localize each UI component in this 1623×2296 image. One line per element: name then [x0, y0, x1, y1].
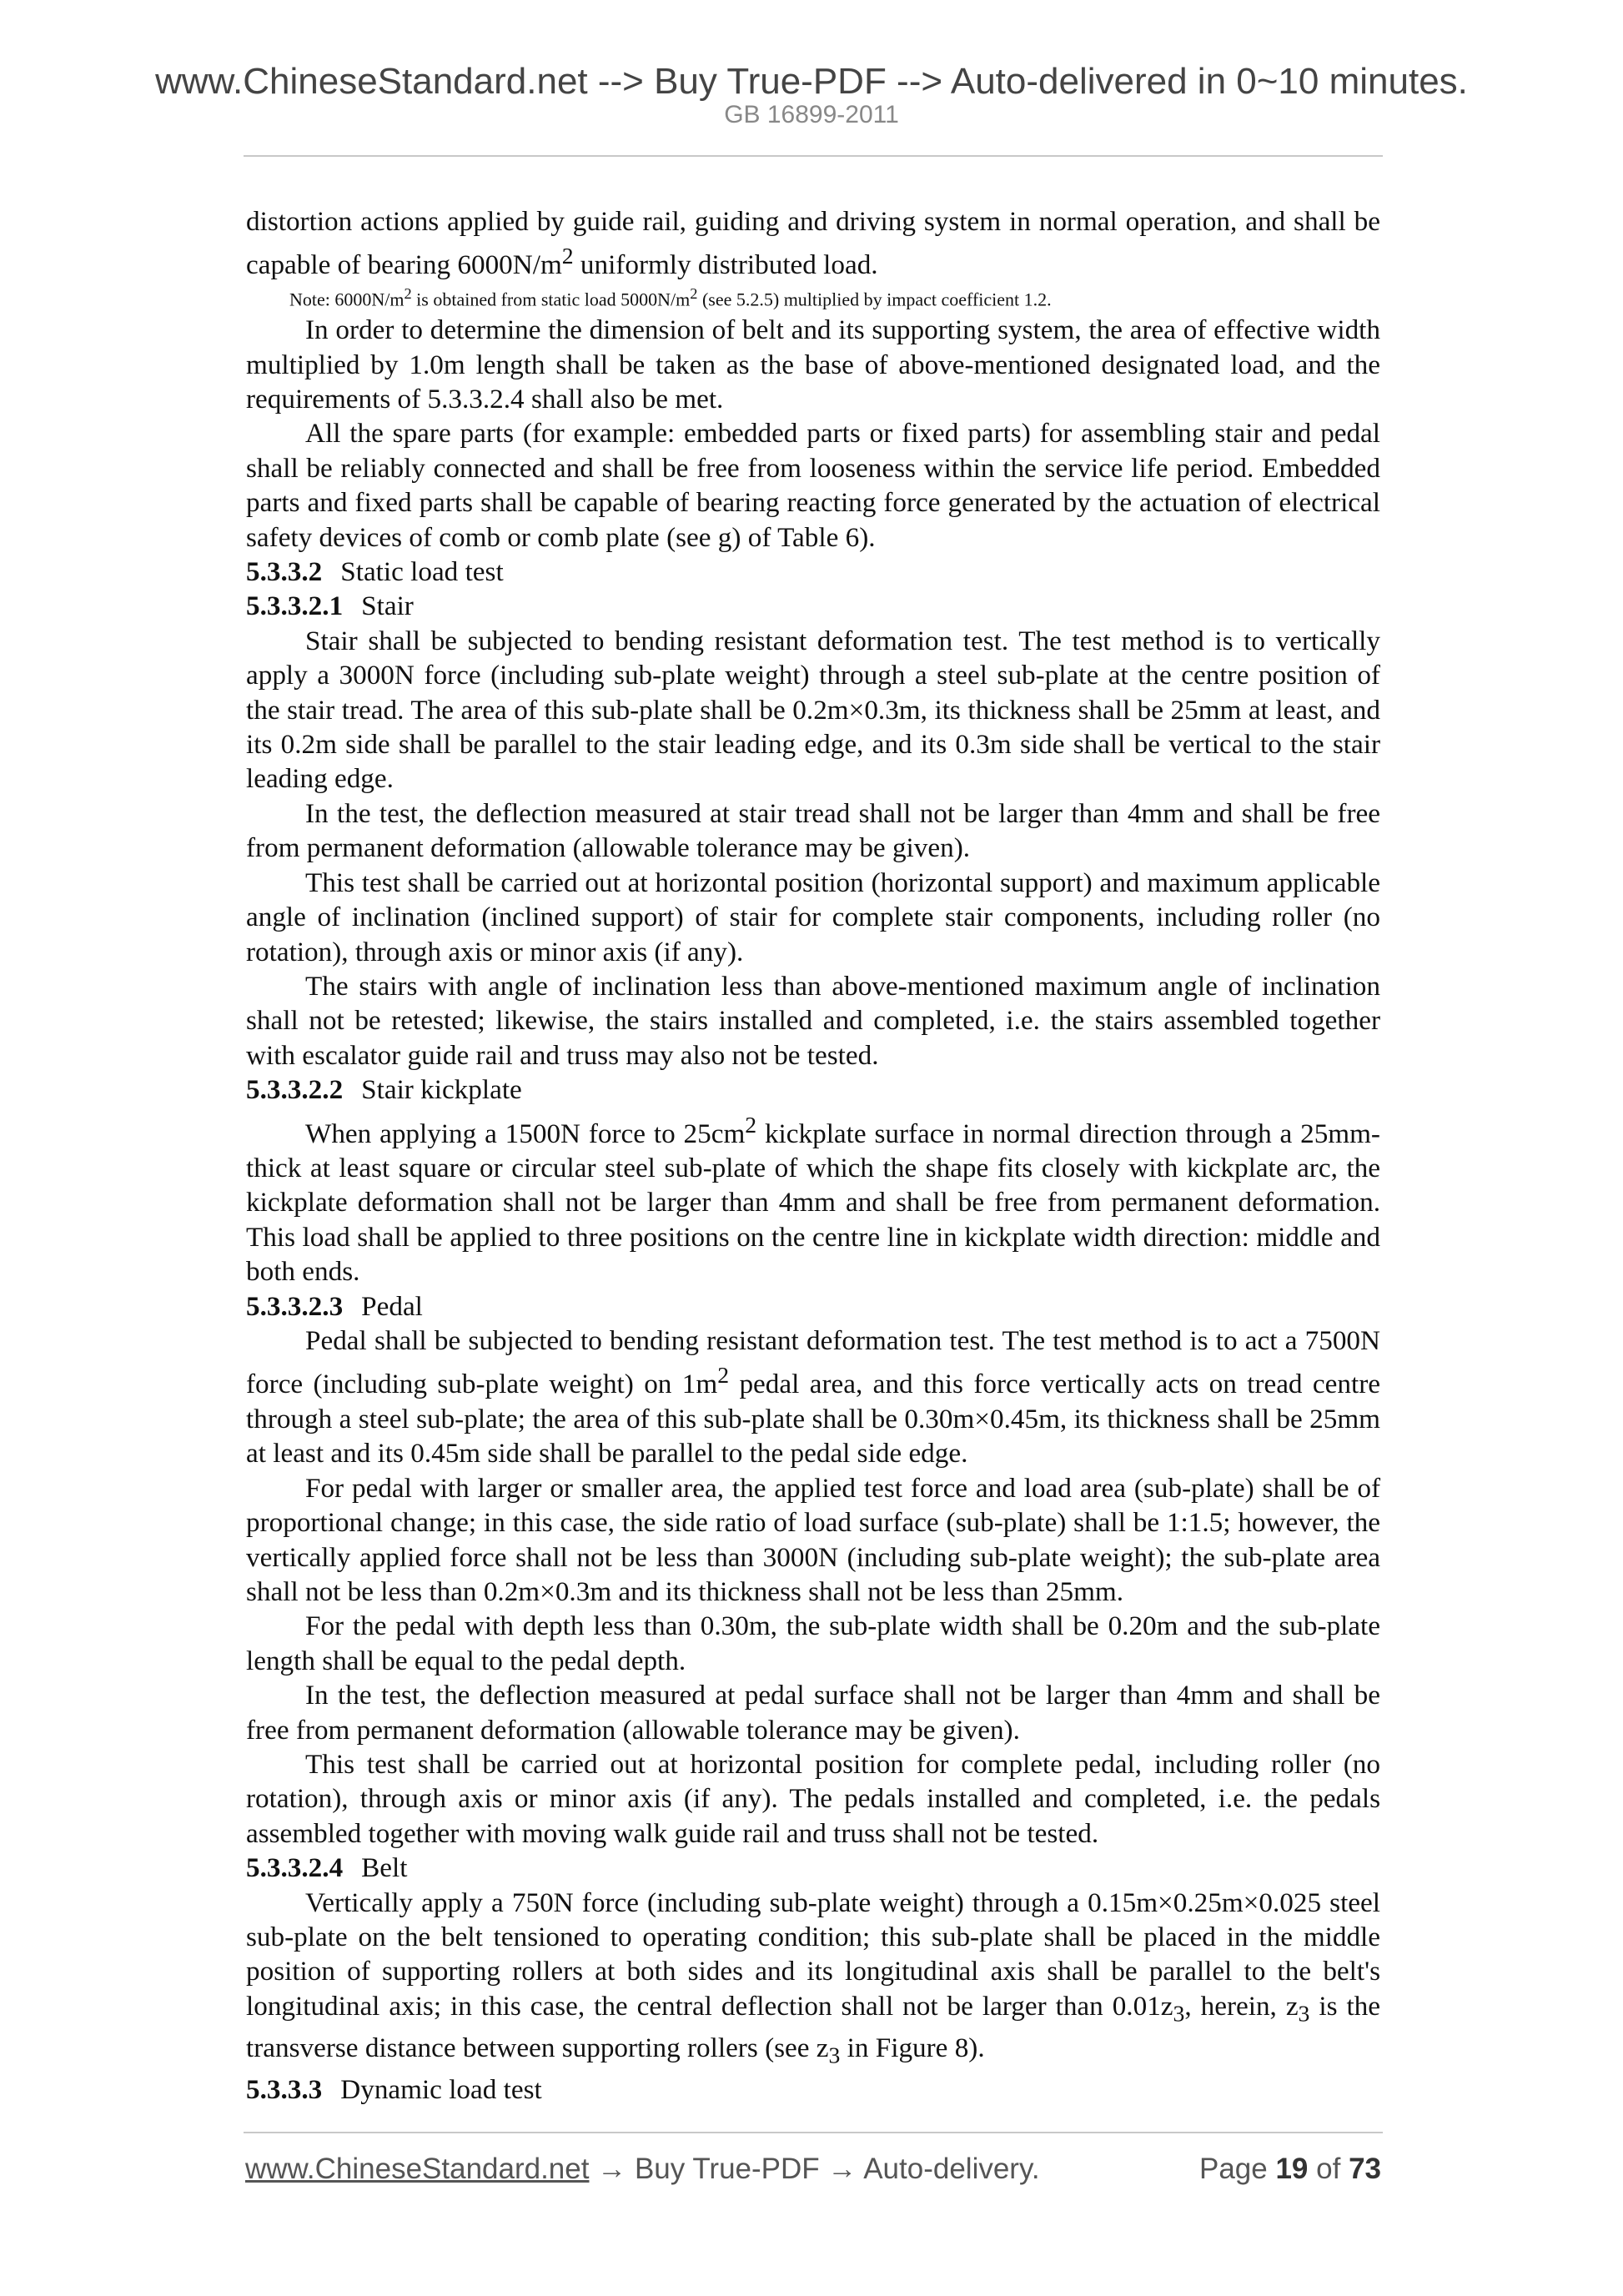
section-heading: 5.3.3.2.3 Pedal — [246, 1290, 423, 1322]
footer-link[interactable]: www.ChineseStandard.net — [245, 2153, 590, 2185]
paragraph: When applying a 1500N force to $25cm^2$ kickplate surface in normal direction through a 25mm-thick at least square or circular steel sub-plate of which the shape fits closely with kickplate arc, the kickplate deformation shall not be larger than 4mm and shall be free from permanent deformation. This load shall be applied to three positions on the centre line in kickplate width direction: middle and both ends. — [246, 1111, 1380, 1288]
arrow-icon: → — [827, 2153, 857, 2185]
document-body — [246, 204, 1380, 2107]
section-heading: 5.3.3.2 Static load test — [246, 556, 504, 588]
note: Note: $6000N/m^2$ is obtained from static load $5000N/m^2$ (see 5.2.5) multiplied by impact coefficient 1.2. — [289, 284, 1052, 310]
standard-number: GB 16899-2011 — [724, 101, 899, 128]
arrow-icon: → — [597, 2153, 627, 2185]
header-divider — [244, 155, 1383, 157]
paragraph: In the test, the deflection measured at pedal surface shall not be larger than 4mm and shall be free from permanent deformation (allowable tolerance may be given). — [246, 1680, 1380, 1746]
paragraph: For the pedal with depth less than 0.30m, the sub-plate width shall be 0.20m and the sub-plate length shall be equal to the pedal depth. — [246, 1610, 1380, 1676]
paragraph: This test shall be carried out at horizontal position (horizontal support) and maximum applicable angle of inclination (inclined support) of stair for complete stair components, including roller (no rotation), through axis or minor axis (if any). — [246, 867, 1380, 967]
footer-delivery-text: Auto-delivery. — [863, 2153, 1040, 2185]
paragraph: All the spare parts (for example: embedded parts or fixed parts) for assembling stair and pedal shall be reliably connected and shall be free from looseness within the service life period. Embedded parts and fixed parts shall be capable of bearing reacting force generated by the actuation of electrical safety devices of comb or comb plate (see g) of Table 6). — [246, 418, 1380, 553]
page-number: Page 19 of 73 — [1198, 2153, 1381, 2185]
section-heading: 5.3.3.3 Dynamic load test — [246, 2073, 542, 2105]
footer — [245, 2153, 1381, 2186]
paragraph: In order to determine the dimension of belt and its supporting system, the area of effective width multiplied by 1.0m length shall be taken as the base of above-mentioned designated load, and the requirements of 5.3.3.2.4 shall also be met. — [246, 314, 1380, 415]
paragraph: For pedal with larger or smaller area, the applied test force and load area (sub-plate) shall be of proportional change; in this case, the side ratio of load surface (sub-plate) shall be 1:1.5; however, the vertically applied force shall not be less than 3000N (including sub-plate weight); the sub-plate area shall not be less than 0.2m×0.3m and its thickness shall not be less than 25mm. — [246, 1472, 1380, 1607]
paragraph: distortion actions applied by guide rail, guiding and driving system in normal operation, and shall be capable of bearing $6000N/m^2$ uniformly distributed load. — [246, 206, 1380, 281]
section-heading: 5.3.3.2.2 Stair kickplate — [246, 1074, 522, 1106]
paragraph: Stair shall be subjected to bending resistant deformation test. The test method is to vertically apply a 3000N force (including sub-plate weight) through a steel sub-plate at the centre position of the stair tread. The area of this sub-plate shall be 0.2m×0.3m, its thickness shall be 25mm at least, and its 0.2m side shall be parallel to the stair leading edge, and its 0.3m side shall be vertical to the stair leading edge. — [246, 625, 1380, 795]
paragraph: Pedal shall be subjected to bending resistant deformation test. The test method is to act a 7500N force (including sub-plate weight) on $1m^2$ pedal area, and this force vertically acts on tread centre through a steel sub-plate; the area of this sub-plate shall be 0.30m×0.45m, its thickness shall be 25mm at least and its 0.45m side shall be parallel to the pedal side edge. — [246, 1325, 1380, 1470]
paragraph: This test shall be carried out at horizontal position for complete pedal, including roller (no rotation), through axis or minor axis (if any). The pedals installed and completed, i.e. the pedals assembled together with moving walk guide rail and truss shall not be tested. — [246, 1748, 1380, 1849]
paragraph: Vertically apply a 750N force (including sub-plate weight) through a 0.15m×0.25m×0.025 steel sub-plate on the belt tensioned to operating condition; this sub-plate shall be placed in the middle position of supporting rollers at both sides and its longitudinal axis shall be parallel to the belt's longitudinal axis; in this case, the central deflection shall not be larger than $0.01z_3$, herein, $z_3$ is the transverse distance between supporting rollers (see $z_3$ in Figure 8). — [246, 1887, 1380, 2068]
paragraph: The stairs with angle of inclination less than above-mentioned maximum angle of inclination shall not be retested; likewise, the stairs installed and completed, i.e. the stairs assembled together with escalator guide rail and truss may also not be tested. — [246, 970, 1380, 1071]
footer-divider — [244, 2132, 1383, 2133]
header-banner[interactable]: www.ChineseStandard.net --> Buy True-PDF --> Auto-delivered in 0~10 minutes. — [155, 61, 1468, 102]
paragraph: In the test, the deflection measured at stair tread shall not be larger than 4mm and shall be free from permanent deformation (allowable tolerance may be given). — [246, 797, 1380, 864]
section-heading: 5.3.3.2.4 Belt — [246, 1852, 408, 1884]
section-heading: 5.3.3.2.1 Stair — [246, 590, 414, 622]
footer-buy-text: Buy True-PDF — [634, 2153, 820, 2185]
